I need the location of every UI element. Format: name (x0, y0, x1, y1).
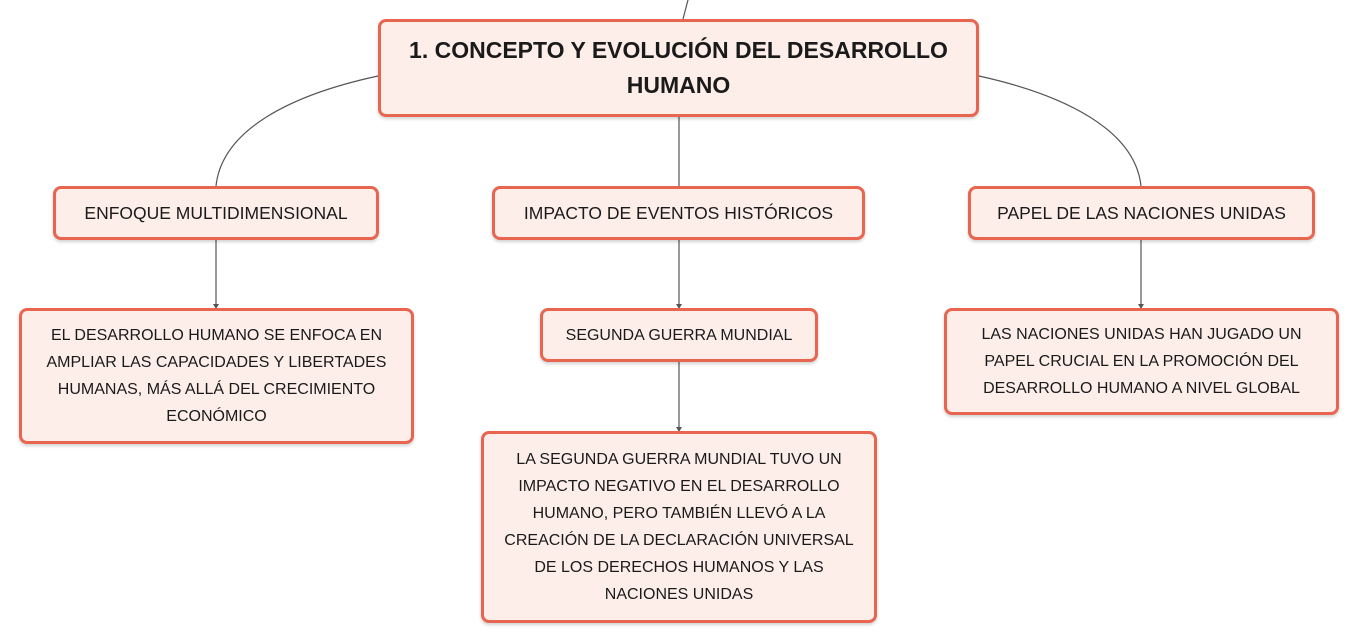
topic-enfoque-multidimensional-label: ENFOQUE MULTIDIMENSIONAL (84, 203, 348, 223)
connector-root-to-enfoque (216, 76, 378, 186)
subtopic-segunda-guerra-mundial-label: SEGUNDA GUERRA MUNDIAL (565, 326, 793, 344)
subtopic-segunda-guerra-mundial[interactable] (540, 308, 818, 362)
topic-impacto-eventos-historicos-label: IMPACTO DE EVENTOS HISTÓRICOS (523, 203, 834, 223)
topic-papel-naciones-unidas[interactable] (968, 186, 1315, 240)
root-topic-node[interactable] (378, 19, 979, 117)
topic-impacto-eventos-historicos[interactable] (492, 186, 865, 240)
connector-root-to-papel (979, 76, 1141, 186)
topic-enfoque-multidimensional[interactable] (53, 186, 379, 240)
subtopic-impacto-segunda-guerra[interactable] (481, 431, 877, 623)
subtopic-naciones-unidas-papel[interactable] (944, 308, 1339, 415)
connector-parent-to-root (683, 0, 688, 19)
subtopic-desarrollo-humano-enfoque[interactable] (19, 308, 414, 444)
subtopic-naciones-unidas-papel-label: LAS NACIONES UNIDAS HAN JUGADO UN PAPEL CRUCIAL EN LA PROMOCIÓN DEL DESARROLLO HUMANO A NIVEL GLOBAL (981, 326, 1302, 397)
topic-papel-naciones-unidas-label: PAPEL DE LAS NACIONES UNIDAS (997, 203, 1286, 223)
root-topic-label: 1. CONCEPTO Y EVOLUCIÓN DEL DESARROLLO HUMANO (409, 37, 948, 98)
subtopic-impacto-segunda-guerra-label: LA SEGUNDA GUERRA MUNDIAL TUVO UN IMPACTO NEGATIVO EN EL DESARROLLO HUMANO, PERO TAMBIÉN LLEVÓ A LA CREACIÓN DE LA DECLARACIÓN UNIVERSAL DE LOS DERECHOS HUMANOS Y LAS NACIONES UNIDAS (504, 451, 854, 603)
subtopic-desarrollo-humano-enfoque-label: EL DESARROLLO HUMANO SE ENFOCA EN AMPLIAR LAS CAPACIDADES Y LIBERTADES HUMANAS, MÁS ALLÁ DEL CRECIMIENTO ECONÓMICO (46, 327, 387, 425)
